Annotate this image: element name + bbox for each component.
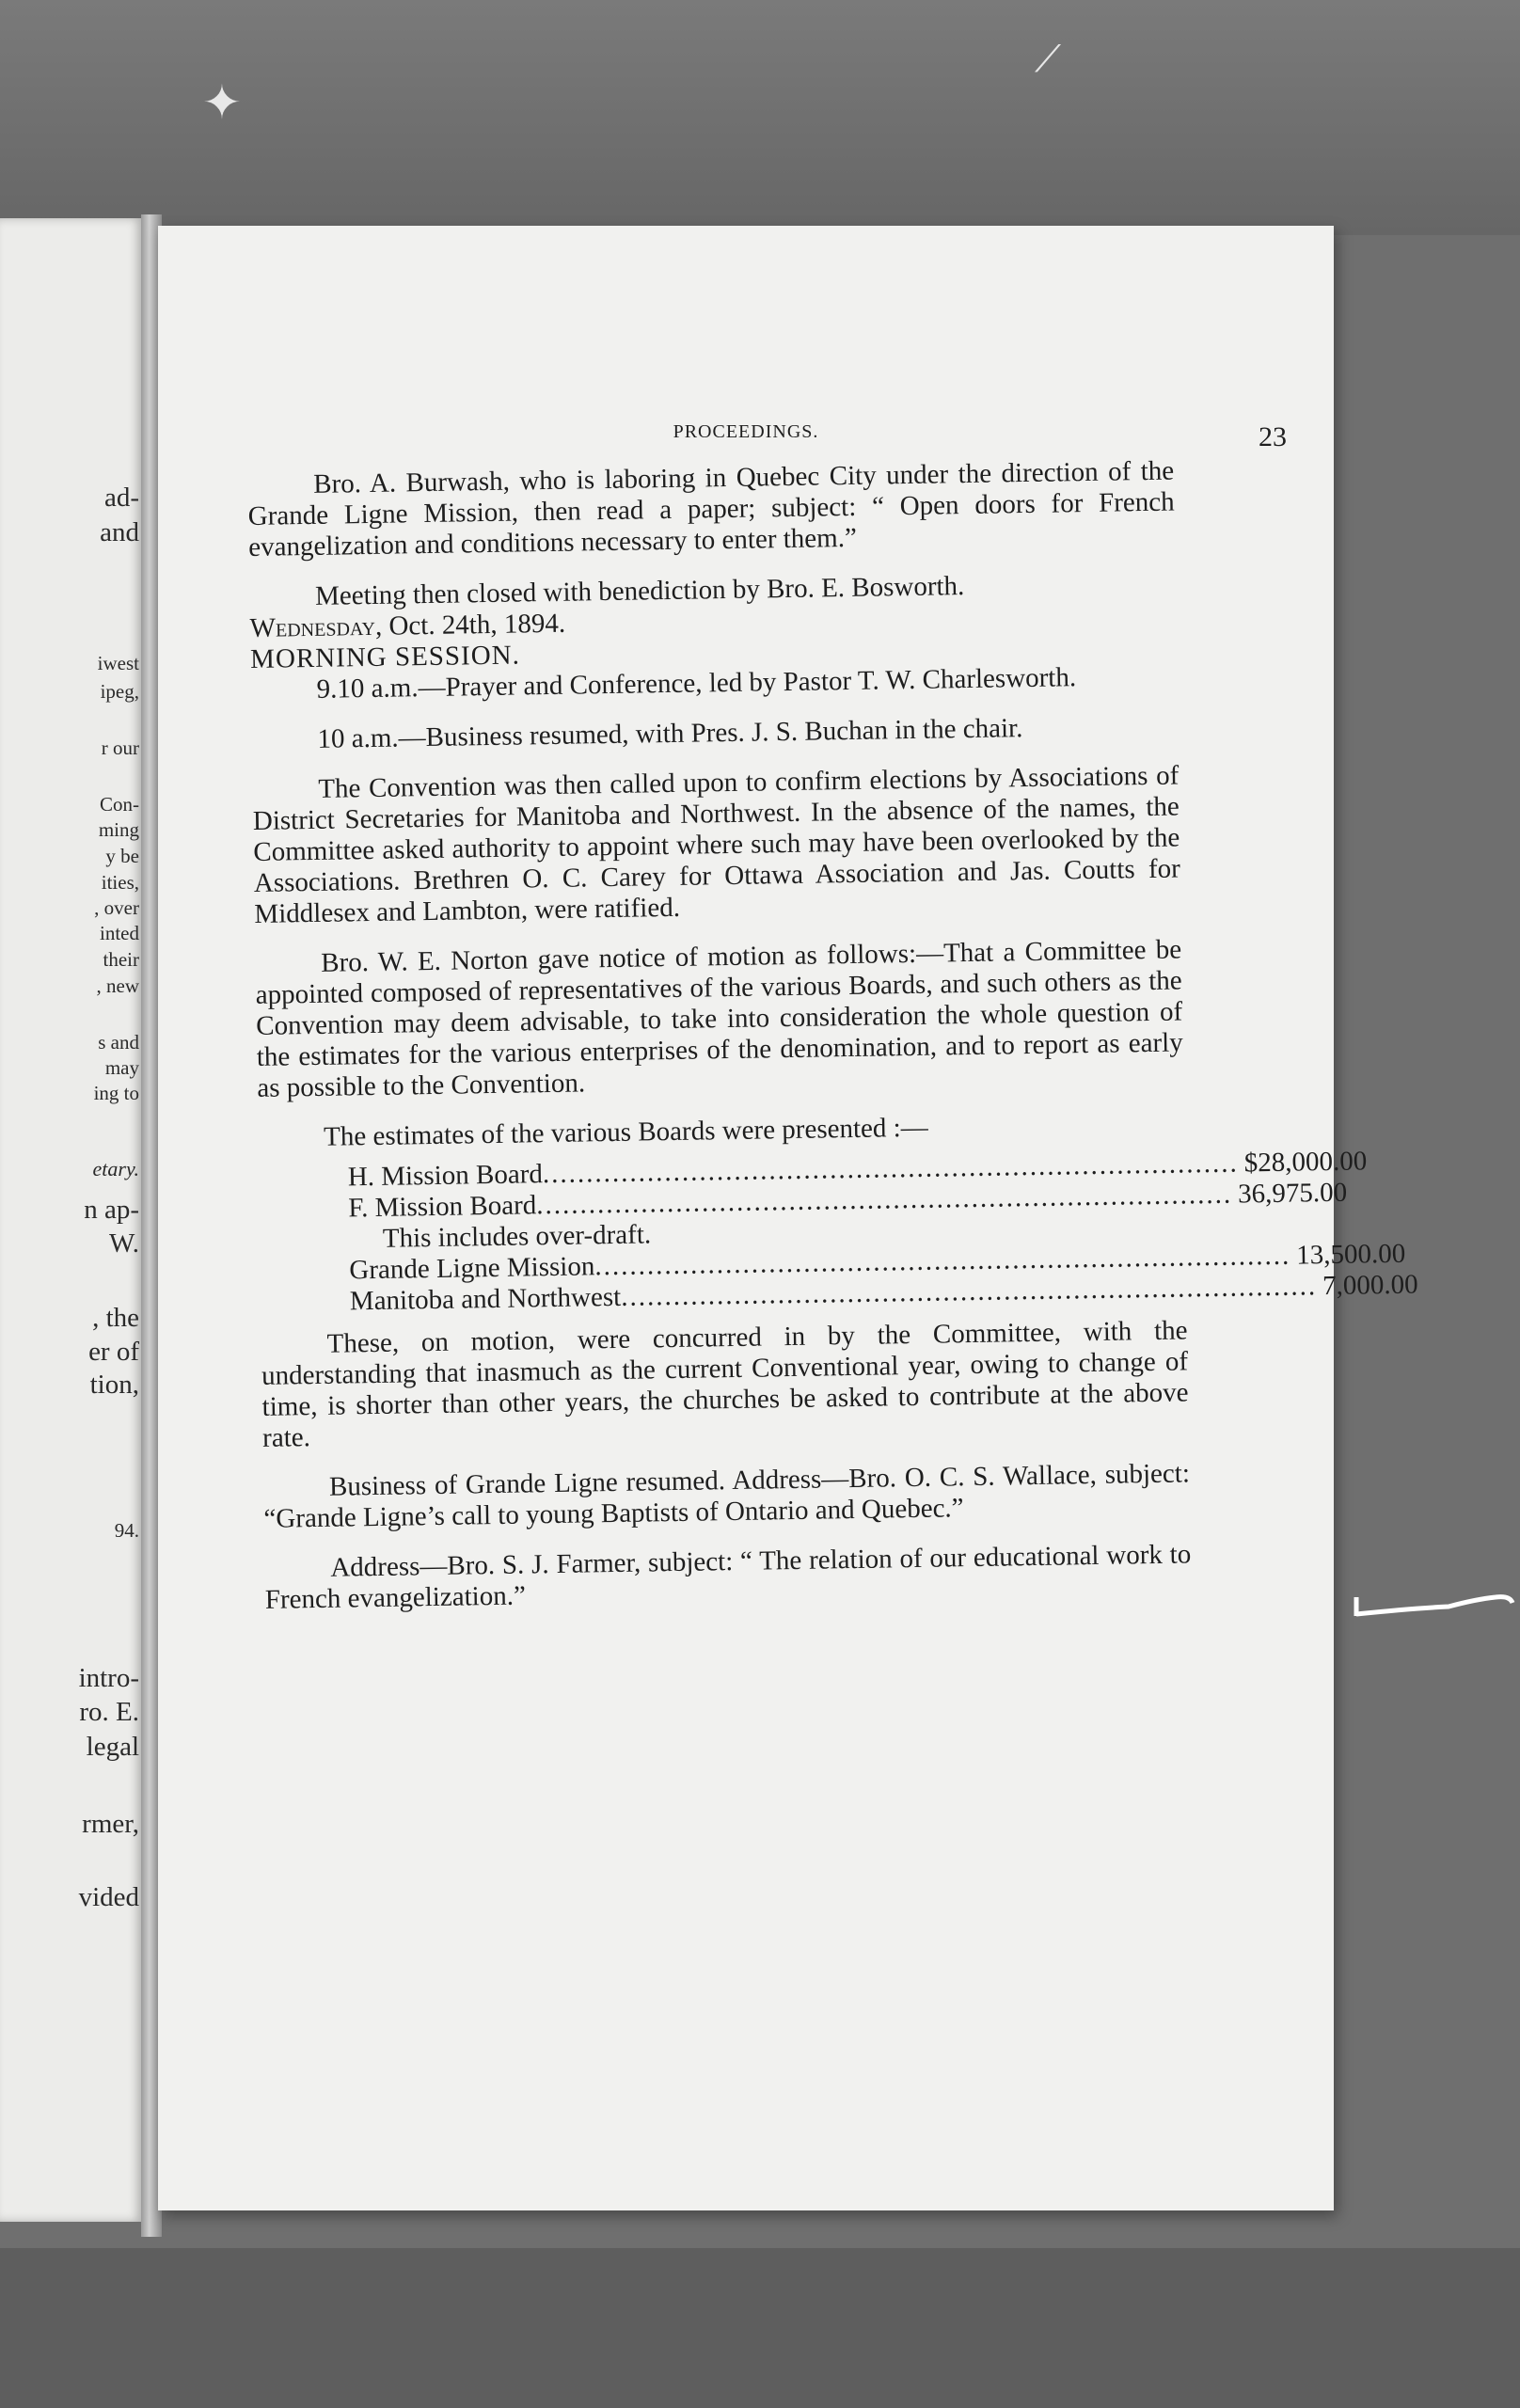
paragraph-concurred: These, on motion, were concurred in by the Committee, with the understanding that inasmuch as the current Conventional year, owing to change of time, is shorter than other years, the churches be asked to contribute at the above rate. — [261, 1315, 1189, 1453]
left-page-text-fragment: etary. — [92, 1157, 139, 1180]
left-page-text-fragment: ing to — [93, 1082, 139, 1104]
estimate-amount: 36,975.00 — [1237, 1177, 1348, 1210]
left-page-text-fragment: ro. E. — [79, 1697, 139, 1727]
estimate-label: F. Mission Board — [348, 1190, 537, 1224]
left-page-text-fragment: tion, — [89, 1370, 139, 1400]
estimate-amount: 7,000.00 — [1322, 1269, 1418, 1302]
page-body — [247, 455, 1418, 1616]
book-page — [158, 226, 1418, 2210]
left-page-text-fragment: er of — [88, 1337, 139, 1367]
film-scratch-mark: ✦ — [202, 75, 242, 130]
left-page-text-fragment: inted — [100, 922, 139, 944]
left-page-text-fragment: vided — [78, 1882, 139, 1912]
left-page-text-fragment: 94. — [114, 1519, 139, 1542]
leader-dots: ................................................................................ — [594, 1240, 1291, 1282]
left-page-text-fragment: s and — [98, 1031, 139, 1054]
estimates-table — [347, 1146, 1418, 1317]
paragraph-burwash: Bro. A. Burwash, who is laboring in Quebec City under the direction of the Grande Ligne Mission, then read a paper; subject: “ Open doors for French evangelization and conditions necessary to enter them.” — [247, 455, 1175, 562]
left-page-fragment — [0, 218, 143, 2222]
film-scratch-mark: ⟋ — [1035, 38, 1061, 81]
leader-dots: ................................................................................ — [535, 1179, 1233, 1221]
estimate-note: This includes over-draft. — [382, 1219, 652, 1254]
estimate-label: Manitoba and Northwest — [349, 1281, 622, 1317]
leader-dots: ................................................................................ — [542, 1148, 1239, 1190]
estimate-amount: 13,500.00 — [1295, 1238, 1406, 1271]
paragraph-business-resumed: 10 a.m.—Business resumed, with Pres. J. S. Buchan in the chair. — [317, 713, 1023, 754]
paragraph-farmer-address: Address—Bro. S. J. Farmer, subject: “ The relation of our educational work to French evangelization.” — [264, 1539, 1192, 1615]
page-number: 23 — [1259, 421, 1287, 452]
left-page-text-fragment: may — [104, 1056, 139, 1079]
session-heading: MORNING SESSION. — [249, 640, 521, 674]
leader-dots: ................................................................................ — [620, 1271, 1318, 1312]
left-page-text-fragment: ities, — [101, 871, 139, 894]
estimate-amount: $28,000.00 — [1243, 1146, 1368, 1179]
left-page-text-fragment: rmer, — [82, 1809, 139, 1839]
left-page-text-fragment: W. — [109, 1228, 139, 1259]
estimate-label: Grande Ligne Mission — [349, 1251, 595, 1286]
left-page-text-fragment: , the — [92, 1303, 139, 1333]
left-page-text-fragment: ad- — [103, 483, 139, 513]
left-page-text-fragment: ipeg, — [100, 680, 139, 703]
paragraph-meeting-closed: Meeting then closed with benediction by Bro. E. Bosworth. — [314, 571, 965, 611]
left-page-text-fragment: and — [100, 517, 139, 547]
paragraph-estimates-intro: The estimates of the various Boards were presented :— — [323, 1112, 928, 1152]
paragraph-prayer: 9.10 a.m.—Prayer and Conference, led by Pastor T. W. Charlesworth. — [316, 662, 1077, 705]
session-date-weekday: Wednesday, — [249, 610, 383, 643]
left-page-text-fragment: ming — [98, 818, 139, 841]
page-edge-tab-mark — [1354, 1590, 1514, 1622]
left-page-text-fragment: , over — [94, 896, 139, 919]
left-page-text-fragment: legal — [86, 1732, 139, 1762]
left-page-text-fragment: r our — [101, 737, 139, 759]
paragraph-convention-elections: The Convention was then called upon to confirm elections by Associations of District Secretaries for Manitoba and Northwest. In the absence of the names, the Committee asked authority to appoint where such may have been overlooked by the Associations. Brethren O. C. Carey for Ottawa Association and Jas. Coutts for Middlesex and Lambton, were ratified. — [252, 760, 1181, 929]
left-page-text-fragment: their — [103, 948, 139, 971]
running-head: PROCEEDINGS. — [673, 421, 819, 442]
session-date-rest: Oct. 24th, 1894. — [381, 608, 566, 642]
film-margin-bottom — [0, 2248, 1520, 2408]
estimate-label: H. Mission Board — [347, 1159, 544, 1193]
paragraph-grande-ligne-address: Business of Grande Ligne resumed. Address—Bro. O. C. S. Wallace, subject: “Grande Ligne’s call to young Baptists of Ontario and Quebec.” — [263, 1458, 1191, 1534]
left-page-text-fragment: n ap- — [84, 1195, 139, 1225]
left-page-text-fragment: iwest — [97, 652, 139, 674]
left-page-text-fragment: , new — [96, 974, 139, 997]
paragraph-norton-motion: Bro. W. E. Norton gave notice of motion as follows:—That a Committee be appointed composed of representatives of the various Boards, and such others as the Convention may deem advisable, to take into consideration the whole question of the estimates for the various enterprises of the denomination, and to report as early as possible to the Convention. — [255, 934, 1183, 1103]
left-page-text-fragment: Con- — [100, 793, 139, 816]
left-page-text-fragment: intro- — [78, 1663, 139, 1693]
left-page-text-fragment: y be — [105, 845, 139, 867]
